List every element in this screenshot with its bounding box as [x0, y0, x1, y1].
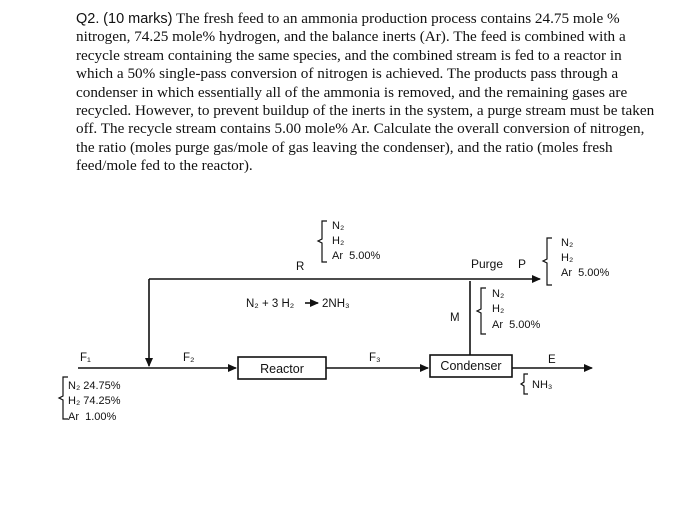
feed-h2: H₂ 74.25%	[68, 395, 121, 407]
product-brace	[521, 374, 528, 394]
stream-f2-label: F₂	[183, 352, 195, 364]
purge-brace	[543, 238, 552, 285]
condenser-out-brace	[477, 288, 486, 334]
condenser-out-ar: Ar 5.00%	[492, 319, 541, 331]
purge-n2: N₂	[561, 237, 574, 249]
feed-brace	[59, 377, 68, 419]
purge-h2: H₂	[561, 252, 574, 264]
condenser-label: Condenser	[440, 359, 502, 373]
reactor-label: Reactor	[260, 362, 304, 376]
reaction-products: 2NH₃	[322, 298, 350, 310]
question-marks: (10 marks)	[103, 11, 173, 27]
recycle-ar: Ar 5.00%	[332, 250, 381, 262]
stream-e-label: E	[548, 354, 556, 366]
stream-p-label: P	[518, 257, 527, 271]
recycle-n2: N₂	[332, 220, 345, 232]
stream-f1-label: F₁	[80, 352, 91, 364]
condenser-out-h2: H₂	[492, 303, 505, 315]
stream-r-label: R	[296, 261, 305, 273]
question-body: The fresh feed to an ammonia production process contains 24.75 mole % nitrogen, 74.25 mole% hydrogen, and the balance inerts (Ar). The feed is combined with a recycle stream containing the same species, and the combined stream is fed to a reactor in which a 50% single-pass conversion of nitrogen is achieved. The products pass through a condenser in which essentially all of the ammonia is removed, and the remaining gases are recycled. However, to prevent buildup of the inerts in the system, a purge stream must be taken off. The recycle stream contains 5.00 mole% Ar. Calculate the overall conversion of nitrogen, the ratio (moles purge gas/mole of gas leaving the condenser), and the ratio (moles fresh feed/mole fed to the reactor).	[76, 10, 655, 175]
purge-label: Purge	[471, 257, 504, 271]
recycle-brace	[318, 221, 327, 262]
recycle-h2: H₂	[332, 235, 345, 247]
question-label: Q2.	[76, 11, 100, 27]
condenser-out-n2: N₂	[492, 288, 505, 300]
feed-ar: Ar 1.00%	[68, 411, 117, 423]
stream-f3-label: F₃	[369, 352, 381, 364]
purge-ar: Ar 5.00%	[561, 267, 610, 279]
reaction-reactants: N₂ + 3 H₂	[246, 298, 295, 310]
product-nh3: NH₃	[532, 379, 553, 391]
feed-n2: N₂ 24.75%	[68, 380, 121, 392]
stream-m-label: M	[450, 312, 460, 324]
